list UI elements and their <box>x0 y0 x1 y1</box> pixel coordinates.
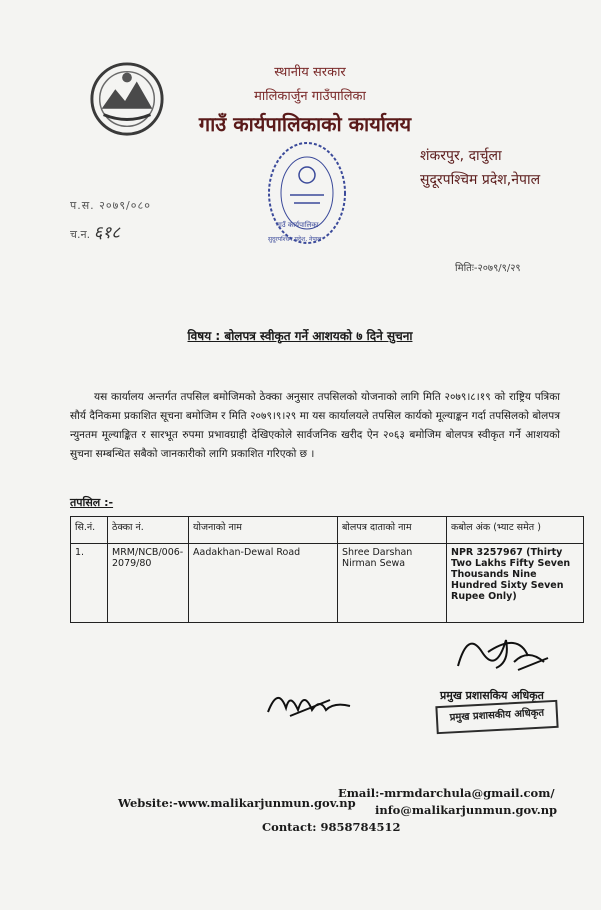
header-line-2: मालिकार्जुन गाउँपालिका <box>254 89 366 104</box>
office-seal <box>262 135 352 250</box>
bid-table <box>70 516 584 623</box>
email-text-2: info@malikarjunmun.gov.np <box>375 803 558 817</box>
header-line-1: स्थानीय सरकार <box>274 65 346 80</box>
letter-date: मितिः-२०७९/९/२९ <box>455 263 521 274</box>
chalani-prefix: च.न. <box>70 228 91 241</box>
chalani-number: ६१८ <box>93 223 121 243</box>
table-cell: Aadakhan-Dewal Road <box>189 544 338 623</box>
tapsil-label: तपसिल :- <box>70 496 114 509</box>
email-text-1: Email:-mrmdarchula@gmail.com/ <box>338 786 555 800</box>
notice-body: यस कार्यालय अन्तर्गत तपसिल बमोजिमको ठेक्का अनुसार तपसिलको योजनाको लागि मिति २०७९।८।१९ को राष्ट्रिय पत्रिका सौर्य दैनिकमा प्रकाशित सूचना बमोजिम र मिति २०७९।९।२९ मा यस कार्यालयले तपसिल कार्यको मूल्याङ्कन गर्दा तपसिलको बोलपत्र न्युनतम मूल्याङ्कित र सारभूत रुपमा प्रभावग्राही देखिएकोले सार्वजनिक खरीद ऐन २०६३ बमोजिम बोलपत्र स्वीकृत गर्ने आशयको सुचना सम्बन्धित सबैको जानकारीको लागि प्रकाशित गरिएको छ । <box>70 391 560 460</box>
seal-text-bottom: सुदूरपश्चिम प्रदेश, नेपाल <box>268 236 322 243</box>
officer-stamp: प्रमुख प्रशासकीय अधिकृत <box>435 700 558 734</box>
table-header-row <box>71 517 584 544</box>
table-cell: 1. <box>71 544 108 623</box>
table-row <box>71 544 584 623</box>
table-header: बोलपत्र दाताको नाम <box>338 517 447 544</box>
table-header: ठेक्का नं. <box>108 517 189 544</box>
chalani-number-row <box>70 220 120 243</box>
contact-text: Contact: 9858784512 <box>262 820 401 834</box>
second-signature <box>260 676 360 726</box>
subject-line: विषय : बोलपत्र स्वीकृत गर्ने आशयको ७ दिने सुचना <box>187 329 413 343</box>
municipality-logo <box>88 60 166 138</box>
patra-sankhya: प.स. २०७९/०८० <box>70 199 151 212</box>
table-cell: Shree Darshan Nirman Sewa <box>338 544 447 623</box>
office-title: गाउँ कार्यपालिकाको कार्यालय <box>198 112 412 136</box>
address-line-1: शंकरपुर, दार्चुला <box>420 148 502 164</box>
address-line-2: सुदूरपश्चिम प्रदेश,नेपाल <box>420 172 541 188</box>
officer-title: प्रमुख प्रशासकिय अधिकृत <box>440 689 544 702</box>
seal-text-top: गाउँ कार्यपालिका <box>276 221 319 229</box>
table-header: सि.नं. <box>71 517 108 544</box>
table-cell: MRM/NCB/006-2079/80 <box>108 544 189 623</box>
website-text: Website:-www.malikarjunmun.gov.np <box>118 796 356 810</box>
table-header: कबोल अंक (भ्याट समेत ) <box>447 517 584 544</box>
table-header: योजनाको नाम <box>189 517 338 544</box>
table-cell: NPR 3257967 (Thirty Two Lakhs Fifty Seven Thousands Nine Hundred Sixty Seven Rupee Only) <box>447 544 584 623</box>
officer-signature <box>448 622 558 680</box>
